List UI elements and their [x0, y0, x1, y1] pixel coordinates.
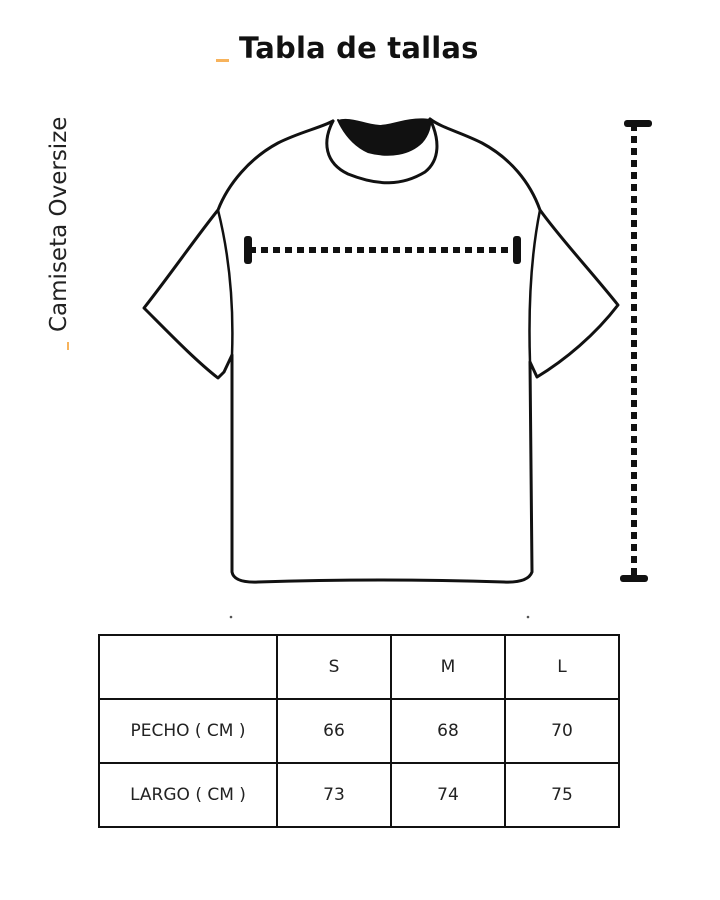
page-title: Tabla de tallas [239, 31, 479, 65]
row-label-chest: PECHO ( CM ) [99, 699, 277, 763]
chest-measure-line [244, 236, 521, 264]
size-chart-table [98, 634, 620, 828]
cell-chest-l: 70 [505, 699, 619, 763]
header-cell-empty [99, 635, 277, 699]
table-row-length [99, 763, 619, 827]
cell-length-l: 75 [505, 763, 619, 827]
header-cell-size-m: M [391, 635, 505, 699]
cell-chest-m: 68 [391, 699, 505, 763]
cell-chest-s: 66 [277, 699, 391, 763]
right-sleeve-seam [529, 210, 540, 362]
product-name: Camiseta Oversize [46, 116, 72, 332]
hem-dot-left [230, 616, 233, 619]
cell-length-s: 73 [277, 763, 391, 827]
tshirt-outline [144, 119, 618, 582]
neck-interior [338, 118, 430, 154]
header-cell-size-s: S [277, 635, 391, 699]
row-label-length: LARGO ( CM ) [99, 763, 277, 827]
header-cell-size-l: L [505, 635, 619, 699]
left-sleeve-seam [218, 210, 232, 355]
table-header-row [99, 635, 619, 699]
hem-dot-right [527, 616, 530, 619]
length-measure-line [620, 120, 652, 582]
table-row-chest [99, 699, 619, 763]
cell-length-m: 74 [391, 763, 505, 827]
